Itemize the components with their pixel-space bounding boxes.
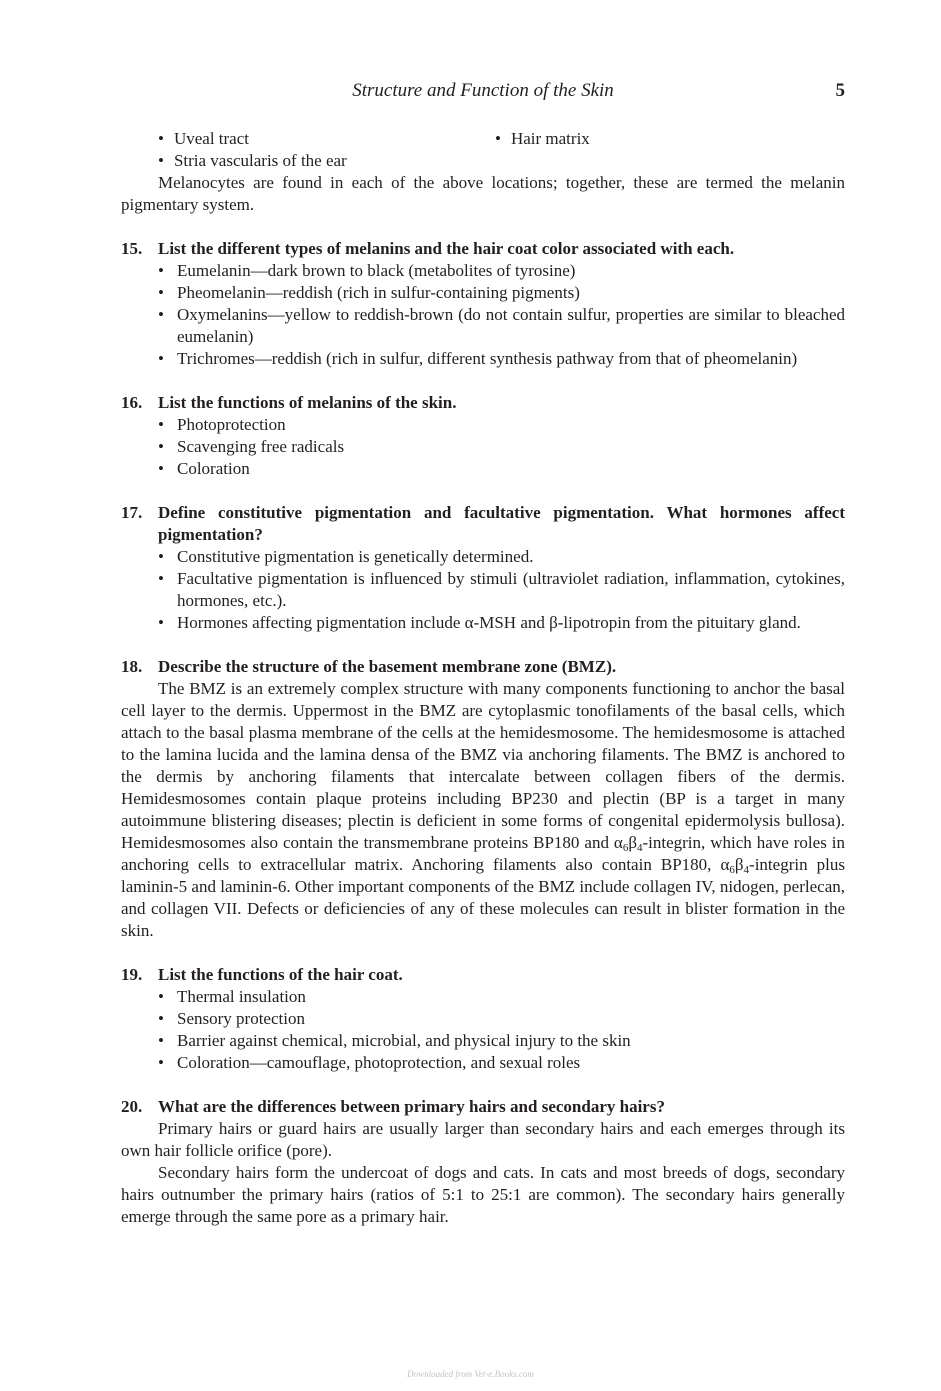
question-text: List the functions of melanins of the skin.: [158, 393, 457, 412]
secondary-hairs-paragraph: Secondary hairs form the undercoat of dogs and cats. In cats and most breeds of dogs, secondary hairs outnumber the primary hairs (ratios of 5:1 to 25:1 are common). The secondary hairs generally emerge through the same pore as a primary hair.: [121, 1163, 845, 1226]
bullet-item: • Stria vascularis of the ear: [158, 150, 347, 172]
bullet-item: • Hair matrix: [495, 128, 590, 150]
running-title: Structure and Function of the Skin: [352, 80, 614, 101]
question-number: 19.: [121, 965, 143, 984]
list-item: • Oxymelanins—yellow to reddish-brown (do not contain sulfur, properties are similar to bleached eumelanin): [158, 304, 845, 348]
list-item: • Thermal insulation: [158, 986, 845, 1008]
page-body: [121, 128, 845, 1228]
question-number: 17.: [121, 503, 143, 522]
question-19: [121, 964, 845, 986]
bullet-item: • Uveal tract: [158, 128, 249, 150]
list-item: • Constitutive pigmentation is genetically determined.: [158, 546, 845, 568]
question-text: Describe the structure of the basement membrane zone (BMZ).: [158, 657, 617, 676]
question-text: What are the differences between primary hairs and secondary hairs?: [158, 1097, 665, 1116]
list-item: • Pheomelanin—reddish (rich in sulfur-containing pigments): [158, 282, 845, 304]
list-item: • Trichromes—reddish (rich in sulfur, different synthesis pathway from that of pheomelanin): [158, 348, 845, 370]
list-item: • Eumelanin—dark brown to black (metabolites of tyrosine): [158, 260, 845, 282]
question-18: [121, 656, 845, 678]
list-item: • Sensory protection: [158, 1008, 845, 1030]
download-watermark: Downloaded from Vet-e.Books.com: [407, 1369, 534, 1379]
answer-list-19: [121, 986, 845, 1074]
list-item: • Hormones affecting pigmentation include α-MSH and β-lipotropin from the pituitary gland.: [158, 612, 845, 634]
question-16: [121, 392, 845, 414]
question-number: 15.: [121, 239, 143, 258]
question-number: 18.: [121, 657, 143, 676]
intro-paragraph: Melanocytes are found in each of the above locations; together, these are termed the melanin pigmentary system.: [121, 173, 845, 214]
bmz-paragraph: The BMZ is an extremely complex structure with many components functioning to anchor the basal cell layer to the dermis. Uppermost in the BMZ are cytoplasmic tonofilaments of the basal cells, which attach to the basal plasma membrane of the cells at the hemidesmosome. The hemidesmosome is attached to the lamina lucida and the lamina densa of the BMZ via anchoring filaments. The BMZ is anchored to the dermis by anchoring filaments that intercalate between collagen fibers of the dermis. Hemidesmosomes contain plaque proteins including BP230 and plectin (BP is a target in many autoimmune blistering diseases; plectin is deficient in some forms of congenital epidermolysis bullosa). Hemidesmosomes also contain the transmembrane proteins BP180 and $\alpha_6\beta_4$-integrin, which have roles in anchoring cells to extracellular matrix. Anchoring filaments also contain BP180, $\alpha_6\beta_4$-integrin plus laminin-5 and laminin-6. Other important components of the BMZ include collagen IV, nidogen, perlecan, and collagen VII. Defects or deficiencies of any of these molecules can result in blister formation in the skin.: [121, 679, 845, 940]
question-number: 16.: [121, 393, 143, 412]
answer-list-17: [121, 546, 845, 634]
primary-hairs-paragraph: Primary hairs or guard hairs are usually larger than secondary hairs and each emerges through its own hair follicle orifice (pore).: [121, 1119, 845, 1160]
list-item: • Coloration: [158, 458, 845, 480]
location-bullets: [121, 128, 845, 172]
answer-list-16: [121, 414, 845, 480]
question-text: List the different types of melanins and the hair coat color associated with each.: [158, 239, 735, 258]
question-number: 20.: [121, 1097, 143, 1116]
list-item: • Coloration—camouflage, photoprotection, and sexual roles: [158, 1052, 845, 1074]
answer-list-15: [121, 260, 845, 370]
list-item: • Photoprotection: [158, 414, 845, 436]
question-text: Define constitutive pigmentation and facultative pigmentation. What hormones affect pigmentation?: [158, 503, 845, 544]
question-text: List the functions of the hair coat.: [158, 965, 403, 984]
list-item: • Facultative pigmentation is influenced by stimuli (ultraviolet radiation, inflammation, cytokines, hormones, etc.).: [158, 568, 845, 612]
list-item: • Scavenging free radicals: [158, 436, 845, 458]
list-item: • Barrier against chemical, microbial, and physical injury to the skin: [158, 1030, 845, 1052]
question-15: [121, 238, 845, 260]
page-number: 5: [835, 80, 845, 101]
page-header: [121, 79, 845, 103]
question-17: [121, 502, 845, 546]
question-20: [121, 1096, 845, 1118]
